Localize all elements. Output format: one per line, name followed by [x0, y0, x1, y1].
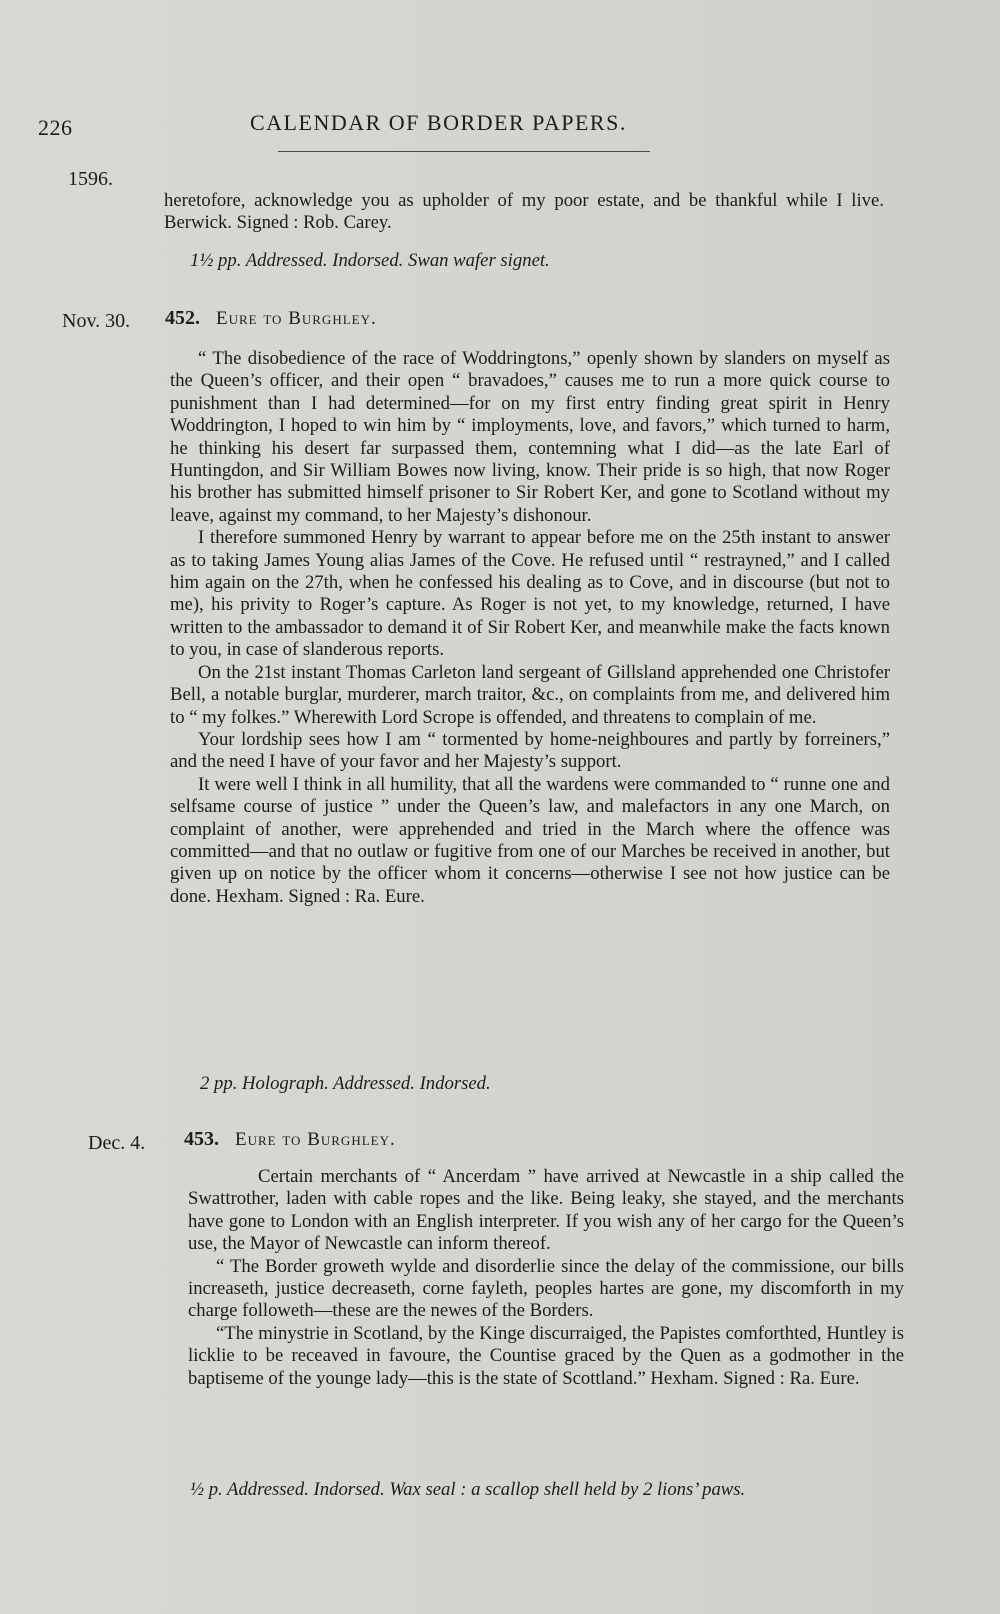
entry-453-paragraph: Certain merchants of “ Ancerdam ” have arrived at Newcastle in a ship called the Swattrother, laden with cable ropes and the like. Being leaky, she stayed, and the merchants have gone to London with an English interpreter. If you wish any of her cargo for the Queen’s use, the Mayor of Newcastle can inform thereof.	[188, 1166, 904, 1255]
entry-452-paragraph: Your lordship sees how I am “ tormented by home-neighboures and partly by forreiners,” and the need I have of your favor and her Majesty’s support.	[170, 728, 890, 773]
running-title: CALENDAR OF BORDER PAPERS.	[250, 110, 627, 135]
entry-452-number: 452.	[165, 307, 200, 329]
entry-453-heading	[184, 1128, 396, 1151]
entry-453-title: Eure to Burghley.	[235, 1129, 396, 1150]
entry-452-paragraph: I therefore summoned Henry by warrant to appear before me on the 25th instant to answer as to taking James Young alias James of the Cove. He refused until “ restrayned,” and I called him again on the 27th, when he confessed his dealing as to Cove, and in discourse (but not to me), his privity to Roger’s capture. As Roger is not yet, to my knowledge, returned, I have written to the ambassador to demand it of Sir Robert Ker, and meanwhile make the facts known to you, in case of slanderous reports.	[170, 527, 890, 661]
entry-453-number: 453.	[184, 1128, 219, 1150]
margin-date-452: Nov. 30.	[62, 310, 131, 332]
entry-452-title: Eure to Burghley.	[216, 308, 377, 329]
header-rule	[278, 151, 650, 152]
entry-453-body	[188, 1166, 904, 1390]
entry-453-paragraph: “The minystrie in Scotland, by the Kinge discurraiged, the Papistes comforthted, Huntley is licklie to be receaved in favoure, the Countise graced by the Quen as a godmother in the baptiseme of the younge lady—this is the state of Scottland.” Hexham. Signed : Ra. Eure.	[188, 1322, 904, 1389]
entry-452-paragraph: It were well I think in all humility, that all the wardens were commanded to “ runne one and selfsame course of justice ” under the Queen’s law, and malefactors in any one March, on complaint of another, were apprehended and tried in the March where the offence was committed—and that no outlaw or fugitive from one of our Marches be received in another, but given up on notice by the officer whom it concerns—otherwise I see not how justice can be done. Hexham. Signed : Ra. Eure.	[170, 773, 890, 907]
margin-year: 1596.	[68, 168, 113, 190]
entry-453-note: ½ p. Addressed. Indorsed. Wax seal : a scallop shell held by 2 lions’ paws.	[190, 1479, 746, 1500]
entry-452-paragraph: On the 21st instant Thomas Carleton land sergeant of Gillsland apprehended one Christofer Bell, a notable burglar, murderer, march traitor, &c., on complaints from me, and delivered him to “ my folkes.” Wherewith Lord Scrope is offended, and threatens to complain of me.	[170, 661, 890, 728]
entry-453-paragraph: “ The Border groweth wylde and disorderlie since the delay of the commissione, our bills increaseth, justice decreaseth, corne fayleth, peoples hartes are gone, my discomforth in my charge followeth—these are the newes of the Borders.	[188, 1255, 904, 1322]
page-number: 226	[38, 115, 73, 140]
entry-452-body	[170, 348, 890, 908]
entry-452-heading	[165, 307, 377, 330]
entry-452-note: 2 pp. Holograph. Addressed. Indorsed.	[200, 1073, 491, 1094]
continuation-paragraph: heretofore, acknowledge you as upholder of my poor estate, and be thankful while I live. Berwick. Signed : Rob. Carey.	[164, 190, 884, 234]
margin-date-453: Dec. 4.	[88, 1132, 146, 1154]
continuation-note: 1½ pp. Addressed. Indorsed. Swan wafer signet.	[190, 250, 550, 271]
entry-452-paragraph: “ The disobedience of the race of Woddringtons,” openly shown by slanders on myself as the Queen’s officer, and their open “ bravadoes,” causes me to run a more quick course to punishment than I had determined—for on my first entry finding great spirit in Henry Woddrington, I hoped to win him by “ imployments, love, and favors,” which turned to harm, he thinking his desert far surpassed them, contemning what I did—as the late Earl of Huntingdon, and Sir William Bowes now living, know. Their pride is so high, that now Roger his brother has submitted himself prisoner to Sir Robert Ker, and gone to Scotland without my leave, against my command, to her Majesty’s dishonour.	[170, 348, 890, 526]
continuation-text	[164, 190, 884, 235]
